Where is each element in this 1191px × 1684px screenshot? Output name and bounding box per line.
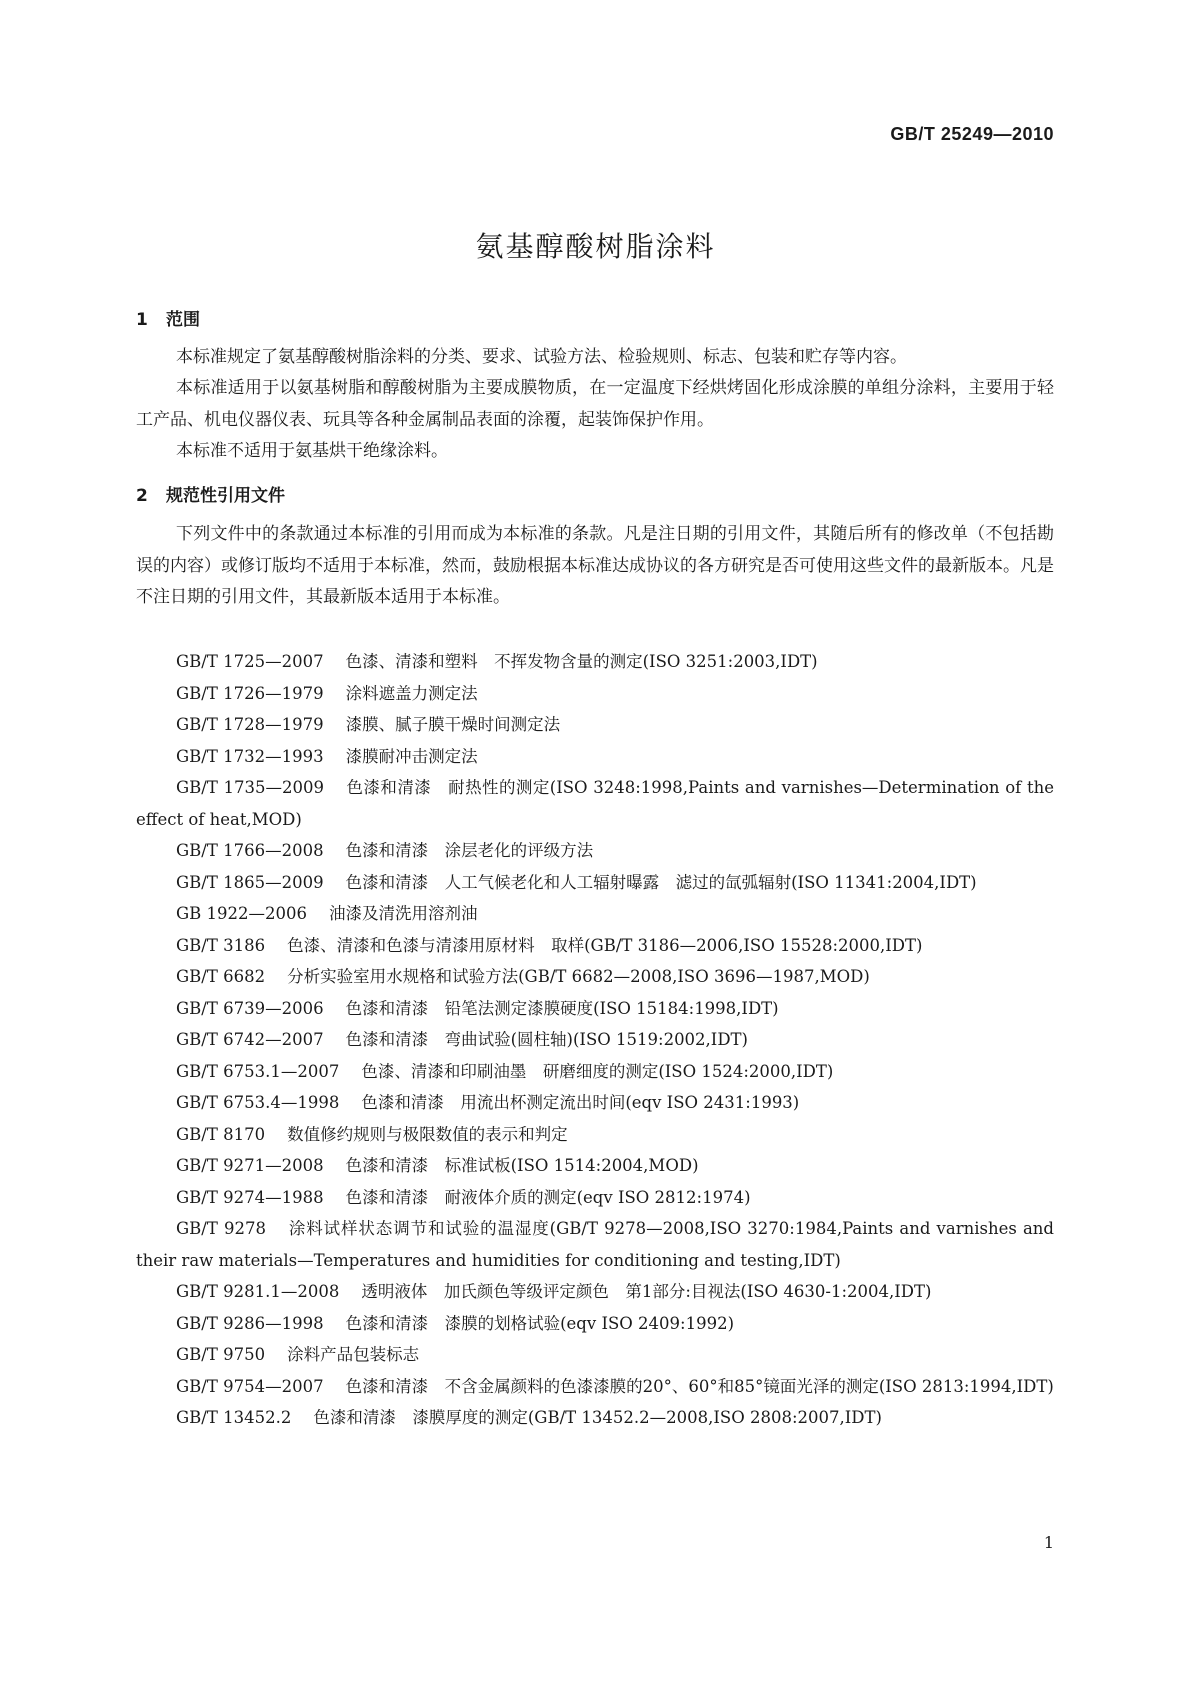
reference-item	[136, 678, 1054, 710]
reference-code: GB 1922—2006	[176, 904, 308, 923]
reference-item	[136, 1371, 1054, 1403]
reference-item	[136, 1182, 1054, 1214]
reference-title: 色漆和清漆 人工气候老化和人工辐射曝露 滤过的氙弧辐射(ISO 11341:2004,IDT)	[345, 872, 977, 892]
reference-item	[136, 930, 1054, 962]
reference-code: GB/T 6742—2007	[176, 1030, 324, 1049]
reference-item	[136, 1213, 1054, 1276]
references-intro-paragraph: 下列文件中的条款通过本标准的引用而成为本标准的条款。凡是注日期的引用文件，其随后所有的修改单（不包括勘误的内容）或修订版均不适用于本标准，然而，鼓励根据本标准达成协议的各方研究是否可使用这些文件的最新版本。凡是不注日期的引用文件，其最新版本适用于本标准。	[136, 524, 1054, 607]
reference-title: 色漆和清漆 耐液体介质的测定(eqv ISO 2812:1974)	[345, 1187, 751, 1207]
reference-item	[136, 835, 1054, 867]
document-title: 氨基醇酸树脂涂料	[475, 230, 716, 263]
reference-item	[136, 1308, 1054, 1340]
reference-title: 油漆及清洗用溶剂油	[329, 904, 478, 923]
reference-title: 色漆和清漆 用流出杯测定流出时间(eqv ISO 2431:1993)	[361, 1093, 800, 1112]
reference-code: GB/T 8170	[176, 1124, 266, 1144]
reference-title: 色漆、清漆和色漆与清漆用原材料 取样(GB/T 3186—2006,ISO 15528:2000,IDT)	[287, 935, 923, 955]
reference-title: 色漆和清漆 漆膜厚度的测定(GB/T 13452.2—2008,ISO 2808:2007,IDT)	[313, 1408, 882, 1427]
reference-item	[136, 772, 1054, 835]
reference-item	[136, 1402, 1054, 1434]
reference-code: GB/T 9274—1988	[176, 1187, 324, 1207]
reference-title: 色漆、清漆和塑料 不挥发物含量的测定(ISO 3251:2003,IDT)	[345, 652, 818, 671]
reference-title: 涂料遮盖力测定法	[345, 683, 478, 703]
reference-code: GB/T 9754—2007	[176, 1376, 324, 1396]
reference-code: GB/T 13452.2	[176, 1408, 292, 1427]
section-number: 2	[136, 486, 148, 506]
reference-item	[136, 1119, 1054, 1151]
reference-title: 漆膜、腻子膜干燥时间测定法	[345, 715, 561, 734]
section-number: 1	[136, 310, 148, 330]
reference-title: 色漆和清漆 耐热性的测定(ISO 3248:1998,Paints and varnishes—Determination of the effect of heat,MOD)	[136, 778, 1054, 829]
section-2-heading	[136, 481, 285, 506]
reference-item	[136, 1276, 1054, 1308]
reference-code: GB/T 9750	[176, 1345, 266, 1364]
reference-code: GB/T 9281.1—2008	[176, 1282, 340, 1301]
reference-title: 色漆和清漆 弯曲试验(圆柱轴)(ISO 1519:2002,IDT)	[345, 1030, 748, 1049]
reference-code: GB/T 9286—1998	[176, 1313, 324, 1333]
reference-code: GB/T 1732—1993	[176, 746, 324, 766]
reference-code: GB/T 1766—2008	[176, 841, 324, 860]
section-title: 规范性引用文件	[166, 486, 285, 506]
reference-item	[136, 993, 1054, 1025]
reference-title: 色漆、清漆和印刷油墨 研磨细度的测定(ISO 1524:2000,IDT)	[361, 1061, 834, 1081]
reference-title: 数值修约规则与极限数值的表示和判定	[287, 1124, 568, 1144]
reference-title: 涂料产品包装标志	[287, 1345, 420, 1364]
reference-code: GB/T 1725—2007	[176, 652, 324, 671]
reference-code: GB/T 3186	[176, 935, 266, 955]
reference-item	[136, 709, 1054, 741]
reference-code: GB/T 1735—2009	[176, 778, 325, 797]
reference-item	[136, 1339, 1054, 1371]
reference-title: 色漆和清漆 标准试板(ISO 1514:2004,MOD)	[345, 1156, 699, 1175]
standard-number: GB/T 25249—2010	[890, 124, 1054, 144]
reference-title: 色漆和清漆 不含金属颜料的色漆漆膜的20°、60°和85°镜面光泽的测定(ISO 2813:1994,IDT)	[345, 1376, 1054, 1396]
reference-title: 涂料试样状态调节和试验的温湿度(GB/T 9278—2008,ISO 3270:1984,Paints and varnishes and their raw materials—Temperatures and humidities for conditioning and testing,IDT)	[136, 1219, 1054, 1270]
reference-code: GB/T 6682	[176, 967, 266, 986]
reference-item	[136, 1056, 1054, 1088]
reference-item	[136, 961, 1054, 993]
scope-paragraph-2: 本标准适用于以氨基树脂和醇酸树脂为主要成膜物质，在一定温度下经烘烤固化形成涂膜的单组分涂料，主要用于轻工产品、机电仪器仪表、玩具等各种金属制品表面的涂覆，起装饰保护作用。	[136, 378, 1054, 430]
reference-item	[136, 1150, 1054, 1182]
reference-code: GB/T 6739—2006	[176, 998, 324, 1018]
reference-code: GB/T 6753.4—1998	[176, 1093, 340, 1112]
reference-code: GB/T 1865—2009	[176, 872, 324, 892]
reference-code: GB/T 1728—1979	[176, 715, 324, 734]
reference-item	[136, 867, 1054, 899]
reference-item	[136, 1024, 1054, 1056]
scope-paragraph-3: 本标准不适用于氨基烘干绝缘涂料。	[176, 441, 448, 461]
normative-references-list	[136, 646, 1054, 1434]
reference-code: GB/T 9278	[176, 1219, 266, 1238]
reference-code: GB/T 6753.1—2007	[176, 1061, 340, 1081]
reference-item	[136, 646, 1054, 678]
scope-paragraph-1: 本标准规定了氨基醇酸树脂涂料的分类、要求、试验方法、检验规则、标志、包装和贮存等内容。	[176, 347, 907, 367]
reference-item	[136, 1087, 1054, 1119]
section-1-heading	[136, 305, 200, 330]
reference-code: GB/T 1726—1979	[176, 683, 324, 703]
reference-item	[136, 741, 1054, 773]
page-number: 1	[1043, 1533, 1054, 1552]
reference-title: 漆膜耐冲击测定法	[345, 746, 478, 766]
reference-title: 分析实验室用水规格和试验方法(GB/T 6682—2008,ISO 3696—1987,MOD)	[287, 967, 870, 986]
reference-code: GB/T 9271—2008	[176, 1156, 324, 1175]
reference-title: 色漆和清漆 涂层老化的评级方法	[345, 841, 594, 860]
reference-item	[136, 898, 1054, 930]
reference-title: 透明液体 加氏颜色等级评定颜色 第1部分:目视法(ISO 4630-1:2004,IDT)	[361, 1282, 932, 1301]
section-title: 范围	[166, 310, 200, 330]
reference-title: 色漆和清漆 漆膜的划格试验(eqv ISO 2409:1992)	[345, 1313, 735, 1333]
reference-title: 色漆和清漆 铅笔法测定漆膜硬度(ISO 15184:1998,IDT)	[345, 998, 779, 1018]
